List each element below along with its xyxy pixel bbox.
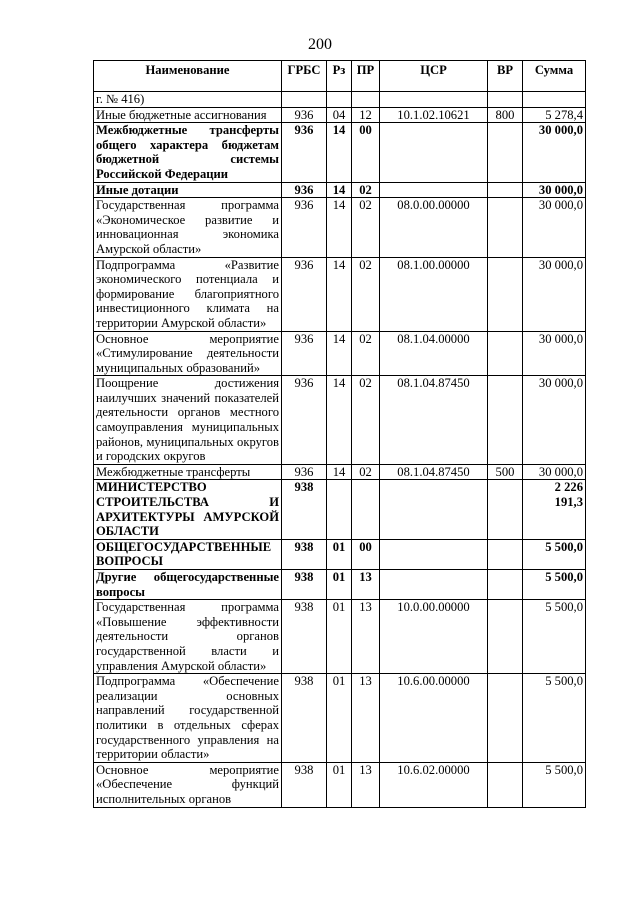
cell-name: Иные дотации	[94, 182, 282, 198]
cell-name: г. № 416)	[94, 92, 282, 108]
cell-grbs: 936	[282, 257, 327, 331]
table-row	[94, 331, 586, 376]
cell-rz: 14	[327, 182, 352, 198]
cell-vr	[488, 376, 523, 465]
cell-pr: 02	[352, 182, 380, 198]
cell-grbs	[282, 92, 327, 108]
cell-name: Основное мероприятие «Обеспечение функций исполнительных органов	[94, 762, 282, 807]
cell-pr: 13	[352, 762, 380, 807]
cell-grbs: 936	[282, 107, 327, 123]
cell-pr: 00	[352, 539, 380, 569]
table-row	[94, 674, 586, 763]
cell-csr: 10.0.00.00000	[380, 600, 488, 674]
table-row	[94, 107, 586, 123]
cell-csr: 08.1.04.00000	[380, 331, 488, 376]
cell-vr: 800	[488, 107, 523, 123]
cell-rz: 01	[327, 762, 352, 807]
cell-grbs: 936	[282, 464, 327, 480]
cell-vr	[488, 331, 523, 376]
cell-name: Межбюджетные трансферты	[94, 464, 282, 480]
cell-csr	[380, 123, 488, 182]
cell-vr	[488, 539, 523, 569]
cell-sum: 30 000,0	[523, 123, 586, 182]
header-pr: ПР	[352, 61, 380, 92]
cell-sum: 5 500,0	[523, 762, 586, 807]
cell-sum: 5 500,0	[523, 539, 586, 569]
cell-vr	[488, 762, 523, 807]
cell-pr	[352, 92, 380, 108]
cell-csr	[380, 539, 488, 569]
cell-name: Поощрение достижения наилучших значений показателей деятельности органов местного самоуправления муниципальных районов, муниципальных округов и городских округов	[94, 376, 282, 465]
cell-csr	[380, 182, 488, 198]
page-number: 200	[308, 36, 332, 53]
cell-sum: 5 500,0	[523, 600, 586, 674]
cell-sum: 30 000,0	[523, 198, 586, 257]
table-row	[94, 182, 586, 198]
cell-sum	[523, 92, 586, 108]
table-row	[94, 464, 586, 480]
cell-grbs: 936	[282, 198, 327, 257]
cell-pr: 13	[352, 570, 380, 600]
cell-name: Подпрограмма «Обеспечение реализации основных направлений государственной политики в отдельных сферах государственного управления на территории области»	[94, 674, 282, 763]
cell-csr	[380, 570, 488, 600]
cell-name: ОБЩЕГОСУДАРСТВЕННЫЕ ВОПРОСЫ	[94, 539, 282, 569]
cell-rz: 04	[327, 107, 352, 123]
header-name: Наименование	[94, 61, 282, 92]
cell-rz: 01	[327, 539, 352, 569]
cell-rz: 14	[327, 257, 352, 331]
cell-grbs: 938	[282, 570, 327, 600]
cell-name: Иные бюджетные ассигнования	[94, 107, 282, 123]
table-row	[94, 600, 586, 674]
cell-pr: 02	[352, 376, 380, 465]
cell-sum: 5 500,0	[523, 570, 586, 600]
budget-table	[93, 60, 586, 808]
cell-csr: 10.1.02.10621	[380, 107, 488, 123]
cell-csr	[380, 92, 488, 108]
table-row	[94, 480, 586, 539]
cell-grbs: 938	[282, 539, 327, 569]
table-row	[94, 376, 586, 465]
cell-sum: 2 226 191,3	[523, 480, 586, 539]
cell-name: Подпрограмма «Развитие экономического потенциала и формирование благоприятного инвестиционного климата на территории Амурской области»	[94, 257, 282, 331]
cell-csr	[380, 480, 488, 539]
cell-grbs: 936	[282, 376, 327, 465]
table-header-row	[94, 61, 586, 92]
cell-vr: 500	[488, 464, 523, 480]
cell-grbs: 936	[282, 331, 327, 376]
cell-sum: 30 000,0	[523, 182, 586, 198]
cell-pr	[352, 480, 380, 539]
header-vr: ВР	[488, 61, 523, 92]
header-rz: Рз	[327, 61, 352, 92]
cell-rz	[327, 92, 352, 108]
cell-rz: 01	[327, 570, 352, 600]
cell-vr	[488, 182, 523, 198]
cell-csr: 08.1.04.87450	[380, 376, 488, 465]
cell-pr: 00	[352, 123, 380, 182]
cell-sum: 30 000,0	[523, 464, 586, 480]
cell-vr	[488, 674, 523, 763]
cell-grbs: 938	[282, 762, 327, 807]
table-row	[94, 570, 586, 600]
table-row	[94, 257, 586, 331]
cell-pr: 02	[352, 331, 380, 376]
cell-sum: 30 000,0	[523, 331, 586, 376]
cell-vr	[488, 600, 523, 674]
cell-name: Другие общегосударственные вопросы	[94, 570, 282, 600]
cell-rz: 01	[327, 600, 352, 674]
cell-sum: 30 000,0	[523, 376, 586, 465]
cell-sum: 5 278,4	[523, 107, 586, 123]
cell-csr: 10.6.00.00000	[380, 674, 488, 763]
cell-sum: 30 000,0	[523, 257, 586, 331]
cell-name: Государственная программа «Экономическое развитие и инновационная экономика Амурской области»	[94, 198, 282, 257]
header-grbs: ГРБС	[282, 61, 327, 92]
cell-grbs: 938	[282, 480, 327, 539]
cell-rz: 14	[327, 376, 352, 465]
cell-rz: 14	[327, 198, 352, 257]
cell-grbs: 936	[282, 182, 327, 198]
cell-name: Государственная программа «Повышение эффективности деятельности органов государственной власти и управления Амурской области»	[94, 600, 282, 674]
cell-grbs: 938	[282, 674, 327, 763]
header-sum: Сумма	[523, 61, 586, 92]
cell-pr: 02	[352, 464, 380, 480]
cell-vr	[488, 92, 523, 108]
cell-csr: 08.1.04.87450	[380, 464, 488, 480]
cell-pr: 12	[352, 107, 380, 123]
cell-vr	[488, 198, 523, 257]
cell-rz: 14	[327, 331, 352, 376]
cell-csr: 08.1.00.00000	[380, 257, 488, 331]
cell-vr	[488, 257, 523, 331]
cell-csr: 08.0.00.00000	[380, 198, 488, 257]
table-body	[94, 92, 586, 808]
table-row	[94, 198, 586, 257]
cell-rz: 01	[327, 674, 352, 763]
cell-rz	[327, 480, 352, 539]
cell-pr: 13	[352, 600, 380, 674]
cell-csr: 10.6.02.00000	[380, 762, 488, 807]
header-csr: ЦСР	[380, 61, 488, 92]
cell-name: Основное мероприятие «Стимулирование деятельности муниципальных образований»	[94, 331, 282, 376]
cell-vr	[488, 480, 523, 539]
cell-pr: 02	[352, 198, 380, 257]
cell-name: Межбюджетные трансферты общего характера бюджетам бюджетной системы Российской Федерации	[94, 123, 282, 182]
cell-pr: 02	[352, 257, 380, 331]
cell-pr: 13	[352, 674, 380, 763]
cell-rz: 14	[327, 464, 352, 480]
table-row	[94, 762, 586, 807]
cell-name: МИНИСТЕРСТВО СТРОИТЕЛЬСТВА И АРХИТЕКТУРЫ АМУРСКОЙ ОБЛАСТИ	[94, 480, 282, 539]
cell-grbs: 936	[282, 123, 327, 182]
cell-rz: 14	[327, 123, 352, 182]
table-row	[94, 539, 586, 569]
table-row	[94, 92, 586, 108]
cell-vr	[488, 123, 523, 182]
table-row	[94, 123, 586, 182]
cell-grbs: 938	[282, 600, 327, 674]
cell-sum: 5 500,0	[523, 674, 586, 763]
cell-vr	[488, 570, 523, 600]
